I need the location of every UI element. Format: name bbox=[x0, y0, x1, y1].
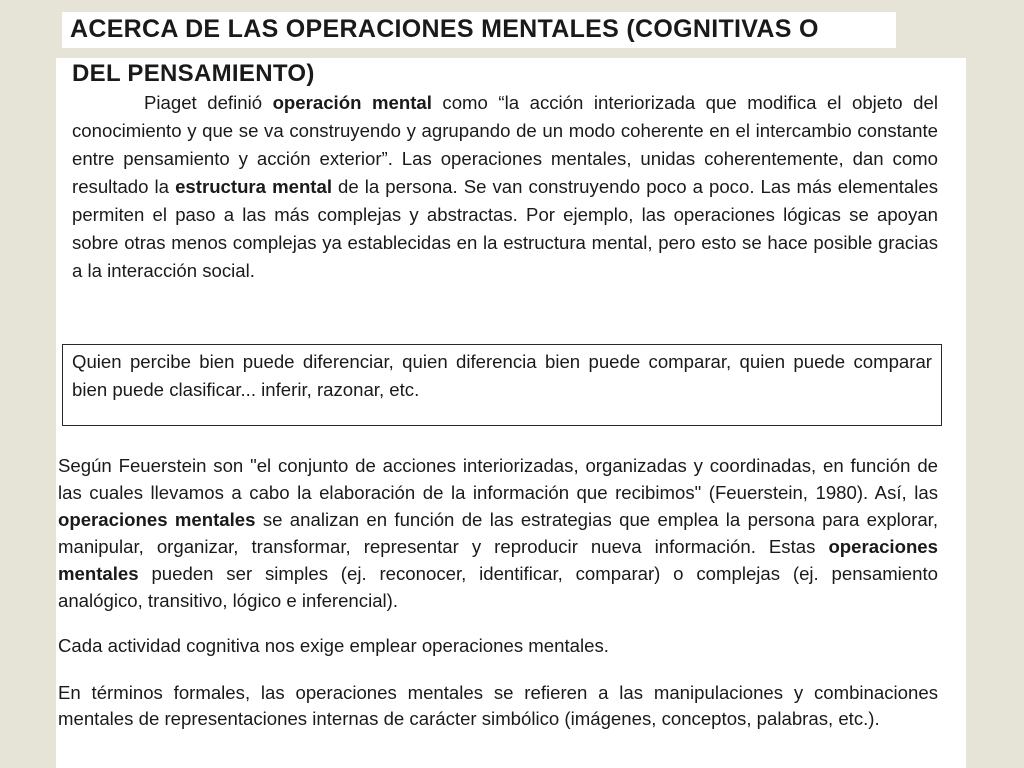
quote-text: Quien percibe bien puede diferenciar, quien diferencia bien puede comparar, quien puede comparar bien puede clasificar... inferir, razonar, etc. bbox=[72, 351, 932, 400]
paragraph-actividad-cognitiva: Cada actividad cognitiva nos exige emplear operaciones mentales. bbox=[58, 635, 609, 656]
term-operacion-mental: operación mental bbox=[272, 92, 432, 113]
paragraph-piaget bbox=[72, 89, 938, 285]
paragraph-piaget-text-2: como “la acción interiorizada que modifica el objeto del conocimiento y que se va construyendo y agrupando de un modo coherente en el intercambio constante entre pensamiento y acción exterior”. Las operaciones mentales, unidas coherentemente, dan como resultado la bbox=[72, 92, 938, 197]
paragraph-feuerstein-text-3: pueden ser simples (ej. reconocer, identificar, comparar) o complejas (ej. pensamiento analógico, transitivo, lógico e inferencial). bbox=[58, 563, 938, 611]
paragraph-feuerstein-text-2: se analizan en función de las estrategias que emplea la persona para explorar, manipular, organizar, transformar, representar y reproducir nueva información. Estas bbox=[58, 509, 938, 557]
paragraph-feuerstein-text-1: Según Feuerstein son "el conjunto de acciones interiorizadas, organizadas y coordinadas, en función de las cuales llevamos a cabo la elaboración de la información que recibimos" (Feuerstein, 1980). Así, las bbox=[58, 455, 938, 503]
paragraph-piaget-text-1: Piaget definió bbox=[144, 92, 273, 113]
term-operaciones-mentales-1: operaciones mentales bbox=[58, 509, 256, 530]
paragraph-piaget-text-3: de la persona. Se van construyendo poco a poco. Las más elementales permiten el paso a las más complejas y abstractas. Por ejemplo, las operaciones lógicas se apoyan sobre otras menos complejas ya establecidas en la estructura mental, pero esto se hace posible gracias a la interacción social. bbox=[72, 176, 938, 281]
term-operaciones-mentales-2: operaciones mentales bbox=[58, 536, 938, 584]
page-title-line-2: DEL PENSAMIENTO) bbox=[72, 60, 315, 87]
term-estructura-mental: estructura mental bbox=[175, 176, 332, 197]
paragraph-feuerstein bbox=[58, 452, 938, 614]
page-title-line-1: ACERCA DE LAS OPERACIONES MENTALES (COGNITIVAS O bbox=[70, 15, 819, 43]
paragraph-terminos-formales: En términos formales, las operaciones mentales se refieren a las manipulaciones y combinaciones mentales de representaciones internas de carácter simbólico (imágenes, conceptos, palabras, etc.). bbox=[58, 682, 938, 729]
